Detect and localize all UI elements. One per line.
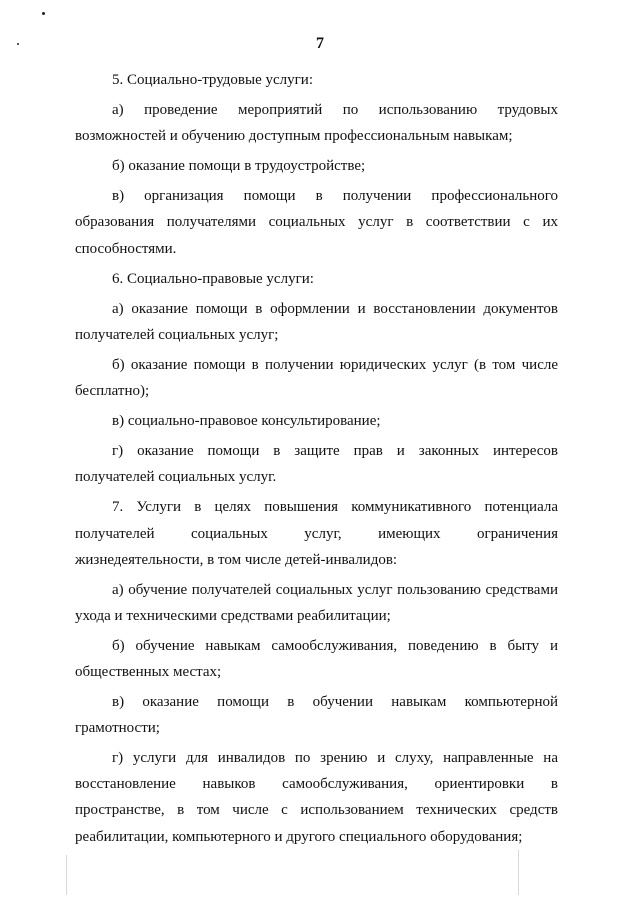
list-item: в) социально-правовое консультирование; [112, 413, 381, 430]
list-item: а) оказание помощи в оформлении и восстановлении документов получателей социальных услуг; [75, 300, 558, 343]
section-heading: 5. Социально-трудовые услуги: [112, 72, 313, 88]
list-item: а) обучение получателей социальных услуг пользованию средствами ухода и техническими средствами реабилитации; [75, 581, 558, 624]
document-body [75, 67, 558, 850]
list-item: б) оказание помощи в получении юридических услуг (в том числе бесплатно); [75, 356, 558, 400]
list-item: в) оказание помощи в обучении навыкам компьютерной грамотности; [75, 694, 558, 737]
list-item: б) оказание помощи в трудоустройстве; [112, 158, 366, 175]
scan-artifact-line [66, 855, 67, 895]
scan-artifact-line [518, 850, 519, 895]
scan-speck [42, 12, 45, 15]
list-item: а) проведение мероприятий по использованию трудовых возможностей и обучению доступным профессиональным навыкам; [75, 102, 558, 145]
list-item: в) организация помощи в получении профессионального образования получателями социальных услуг в соответствии с их способностями. [75, 188, 558, 257]
section-heading: 7. Услуги в целях повышения коммуникативного потенциала получателей социальных услуг, имеющих ограничения жизнедеятельности, в том числе детей-инвалидов: [75, 499, 558, 568]
page-number: 7 [316, 35, 324, 52]
list-item: б) обучение навыкам самообслуживания, поведению в быту и общественных местах; [75, 637, 558, 680]
section-heading: 6. Социально-правовые услуги: [112, 270, 314, 287]
list-item: г) оказание помощи в защите прав и законных интересов получателей социальных услуг. [75, 443, 558, 486]
list-item: г) услуги для инвалидов по зрению и слуху, направленные на восстановление навыков самообслуживания, ориентировки в пространстве, в том числе с использованием технических средств реабилитации, компьютерного и другого специального оборудования; [75, 750, 558, 845]
